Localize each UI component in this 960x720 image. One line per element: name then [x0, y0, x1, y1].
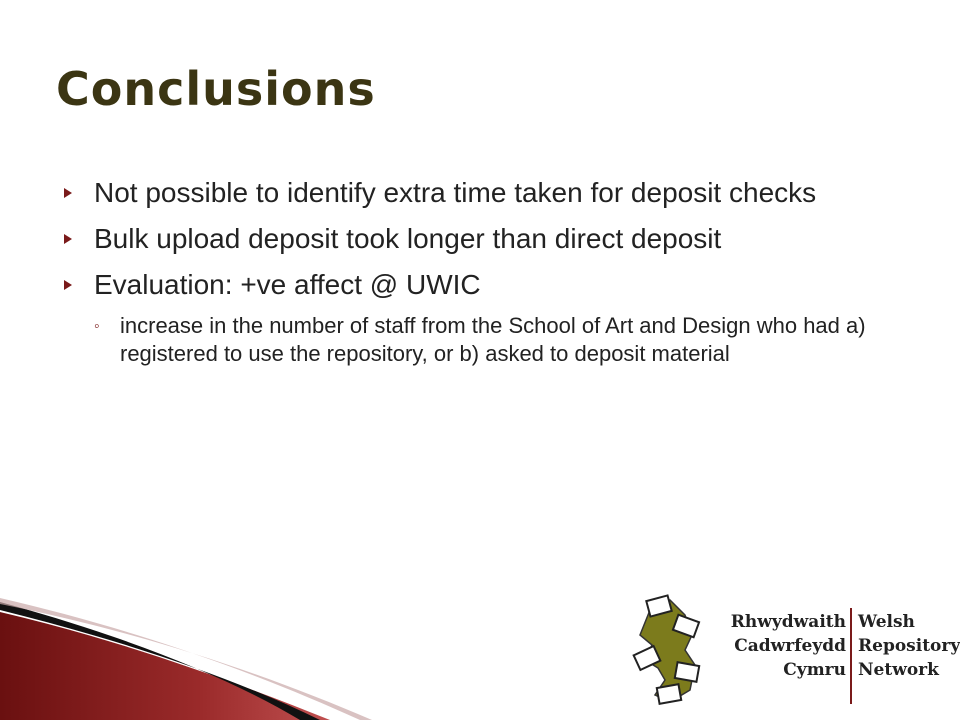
logo-welsh-line: Cadwrfeydd: [734, 636, 846, 656]
wales-map-icon: [630, 590, 730, 718]
bullet-text: Evaluation: +ve affect @ UWIC: [94, 269, 481, 300]
bullet-text: Not possible to identify extra time taken for deposit checks: [94, 177, 817, 208]
slide-title: Conclusions: [56, 62, 376, 116]
logo-welsh-line: Cymru: [783, 660, 846, 680]
logo-english-line: Network: [858, 660, 939, 680]
logo-welsh-text: [730, 610, 846, 682]
circle-bullet-icon: ◦: [94, 318, 100, 335]
sub-bullet-text: increase in the number of staff from the School of Art and Design who had a) registered to use the repository, or b) asked to deposit material: [120, 313, 866, 366]
logo-divider: [850, 608, 852, 704]
logo-english-text: [858, 610, 960, 682]
logo-english-line: Repository: [858, 636, 960, 656]
bullet-text: Bulk upload deposit took longer than direct deposit: [94, 223, 722, 254]
welsh-repository-network-logo: [630, 590, 960, 718]
logo-welsh-line: Rhwydwaith: [730, 612, 846, 632]
logo-english-line: Welsh: [858, 612, 915, 632]
